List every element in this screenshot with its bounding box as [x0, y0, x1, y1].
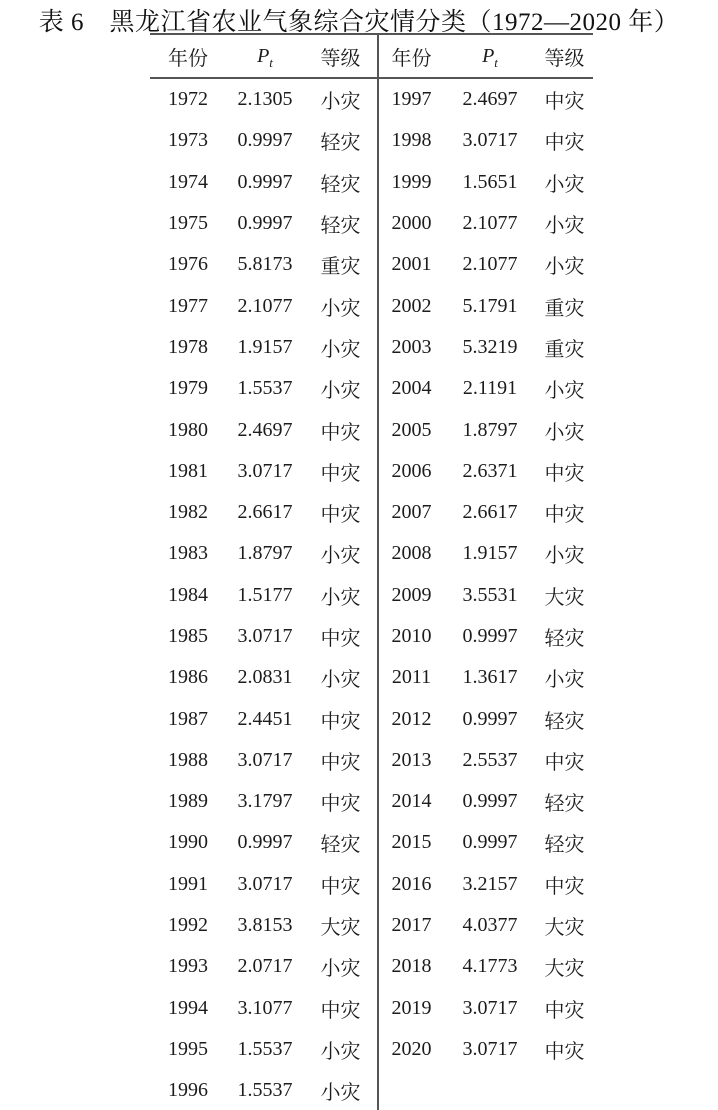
grade-cell-right: 小灾 — [544, 215, 585, 238]
grade-cell-right: 小灾 — [544, 421, 585, 444]
grade-cell-right: 小灾 — [544, 669, 585, 692]
year-cell-right: 2007 — [391, 501, 432, 524]
year-cell-left: 1981 — [168, 459, 208, 482]
pt-cell-left: 3.0717 — [237, 625, 293, 647]
pt-cell-right: 3.2157 — [462, 872, 518, 895]
header-pt-left — [226, 34, 304, 78]
table-row — [150, 864, 593, 905]
year-cell-right: 2008 — [391, 542, 432, 565]
year-cell-right: 2001 — [391, 253, 432, 276]
grade-cell-left: 小灾 — [304, 285, 378, 326]
year-cell-left: 1975 — [168, 212, 208, 235]
grade-cell-right: 小灾 — [544, 256, 585, 279]
pt-cell-left: 3.0717 — [237, 459, 293, 482]
year-cell-left: 1983 — [168, 542, 208, 565]
grade-cell-right: 轻灾 — [544, 710, 585, 733]
pt-cell-right: 3.0717 — [462, 129, 518, 152]
pt-cell-left: 2.1305 — [237, 88, 293, 111]
year-cell-left: 1976 — [168, 253, 208, 276]
table-row — [150, 409, 593, 450]
pt-cell-left: 2.4697 — [237, 418, 293, 441]
pt-cell-right: 5.3219 — [462, 335, 518, 358]
pt-symbol: P — [257, 44, 270, 67]
header-grade-left: 等级 — [304, 34, 378, 78]
table-row — [150, 988, 593, 1029]
pt-cell-right: 3.5531 — [462, 583, 518, 606]
pt-cell-right: 2.5537 — [462, 748, 518, 771]
grade-cell-right: 中灾 — [544, 91, 585, 114]
pt-cell-right: 2.1077 — [462, 253, 518, 276]
pt-cell-left: 0.9997 — [237, 831, 293, 854]
year-cell-right: 2016 — [391, 872, 432, 895]
grade-cell-right: 中灾 — [544, 1040, 585, 1063]
year-cell-right: 2002 — [391, 294, 432, 317]
pt-cell-left: 1.5537 — [237, 1079, 293, 1102]
year-cell-right: 1999 — [391, 170, 432, 193]
year-cell-left: 1980 — [168, 418, 208, 441]
grade-cell-left: 小灾 — [304, 1029, 378, 1070]
year-cell-left: 1986 — [168, 666, 208, 689]
grade-cell-left: 中灾 — [304, 698, 378, 739]
year-cell-right: 1997 — [391, 88, 432, 111]
table-row — [150, 740, 593, 781]
table-row — [150, 451, 593, 492]
header-year-left: 年份 — [150, 34, 226, 78]
year-cell-right: 2020 — [391, 1037, 432, 1060]
grade-cell-left: 小灾 — [304, 575, 378, 616]
pt-cell-right: 3.0717 — [462, 996, 518, 1019]
year-cell-right: 2006 — [391, 459, 432, 482]
year-cell-left: 1994 — [168, 996, 208, 1019]
table-row — [150, 327, 593, 368]
pt-cell-left: 3.0717 — [237, 748, 293, 771]
grade-cell-left: 中灾 — [304, 740, 378, 781]
table-row — [150, 203, 593, 244]
year-cell-left: 1991 — [168, 872, 208, 895]
year-cell-right: 1998 — [391, 129, 432, 152]
grade-cell-right: 重灾 — [544, 297, 585, 320]
grade-cell-right: 大灾 — [544, 586, 585, 609]
grade-cell-left: 中灾 — [304, 988, 378, 1029]
pt-cell-left: 2.4451 — [237, 707, 293, 730]
pt-cell-right — [444, 1070, 536, 1110]
grade-cell-right: 中灾 — [544, 462, 585, 485]
grade-cell-right: 轻灾 — [544, 834, 585, 857]
grade-cell-right — [536, 1070, 593, 1110]
year-cell-left: 1988 — [168, 748, 208, 771]
year-cell-left: 1977 — [168, 294, 208, 317]
grade-cell-left: 轻灾 — [304, 120, 378, 161]
table-row — [150, 1029, 593, 1070]
grade-cell-left: 小灾 — [304, 368, 378, 409]
year-cell-left: 1982 — [168, 501, 208, 524]
pt-cell-right: 1.9157 — [462, 542, 518, 565]
table-title: 表 6 黑龙江省农业气象综合灾情分类（1972—2020 年） — [38, 9, 680, 36]
header-grade-right: 等级 — [536, 34, 593, 78]
table-row — [150, 657, 593, 698]
grade-cell-left: 轻灾 — [304, 822, 378, 863]
grade-cell-left: 中灾 — [304, 409, 378, 450]
pt-cell-right: 3.0717 — [462, 1037, 518, 1060]
table-row — [150, 78, 593, 120]
table-row — [150, 575, 593, 616]
table-row — [150, 781, 593, 822]
table-row — [150, 946, 593, 987]
year-cell-left: 1972 — [168, 88, 208, 111]
pt-cell-left: 1.5537 — [237, 377, 293, 400]
table-row — [150, 285, 593, 326]
year-cell-right: 2004 — [391, 377, 432, 400]
pt-cell-left: 1.8797 — [237, 542, 293, 565]
year-cell-right: 2014 — [391, 790, 432, 813]
pt-cell-left: 5.8173 — [237, 253, 293, 276]
grade-cell-left: 小灾 — [304, 327, 378, 368]
pt-cell-left: 3.0717 — [237, 872, 293, 895]
pt-cell-right: 0.9997 — [462, 707, 518, 730]
pt-cell-left: 0.9997 — [237, 212, 293, 235]
pt-cell-right: 2.4697 — [462, 88, 518, 111]
header-year-right: 年份 — [378, 34, 444, 78]
grade-cell-right: 中灾 — [544, 504, 585, 527]
pt-cell-right: 5.1791 — [462, 294, 518, 317]
year-cell-right: 2000 — [391, 212, 432, 235]
pt-cell-right: 2.6371 — [462, 459, 518, 482]
table-row — [150, 492, 593, 533]
year-cell-right: 2015 — [391, 831, 432, 854]
grade-cell-right: 小灾 — [544, 545, 585, 568]
year-cell-left: 1979 — [168, 377, 208, 400]
table-row — [150, 120, 593, 161]
grade-cell-left: 大灾 — [304, 905, 378, 946]
pt-cell-right: 4.1773 — [462, 955, 518, 978]
grade-cell-left: 中灾 — [304, 492, 378, 533]
year-cell-left: 1987 — [168, 707, 208, 730]
grade-cell-left: 小灾 — [304, 78, 378, 120]
table-row — [150, 1070, 593, 1110]
grade-cell-left: 中灾 — [304, 616, 378, 657]
pt-cell-left: 0.9997 — [237, 170, 293, 193]
pt-cell-left: 1.9157 — [237, 335, 293, 358]
pt-cell-right: 0.9997 — [462, 831, 518, 854]
grade-cell-left: 小灾 — [304, 533, 378, 574]
grade-cell-left: 小灾 — [304, 657, 378, 698]
pt-cell-right: 0.9997 — [462, 790, 518, 813]
table-row — [150, 533, 593, 574]
year-cell-right: 2018 — [391, 955, 432, 978]
grade-cell-right: 轻灾 — [544, 793, 585, 816]
grade-cell-left: 小灾 — [304, 1070, 378, 1110]
grade-cell-right: 大灾 — [544, 917, 585, 940]
year-cell-left: 1989 — [168, 790, 208, 813]
year-cell-right: 2013 — [391, 748, 432, 771]
pt-subscript: t — [269, 54, 273, 70]
header-row — [150, 34, 593, 78]
grade-cell-right: 小灾 — [544, 380, 585, 403]
table-row — [150, 244, 593, 285]
pt-cell-left: 2.6617 — [237, 501, 293, 524]
table-row — [150, 822, 593, 863]
pt-cell-right: 1.5651 — [462, 170, 518, 193]
grade-cell-left: 轻灾 — [304, 162, 378, 203]
year-cell-right: 2005 — [391, 418, 432, 441]
grade-cell-left: 轻灾 — [304, 203, 378, 244]
pt-cell-right: 2.6617 — [462, 501, 518, 524]
grade-cell-right: 中灾 — [544, 999, 585, 1022]
grade-cell-right: 重灾 — [544, 338, 585, 361]
year-cell-left: 1990 — [168, 831, 208, 854]
grade-cell-left: 重灾 — [304, 244, 378, 285]
year-cell-left: 1995 — [168, 1037, 208, 1060]
table-row — [150, 905, 593, 946]
year-cell-right: 2012 — [391, 707, 432, 730]
year-cell-left: 1993 — [168, 955, 208, 978]
pt-cell-left: 2.0717 — [237, 955, 293, 978]
grade-cell-right: 中灾 — [544, 751, 585, 774]
grade-cell-right: 中灾 — [544, 132, 585, 155]
year-cell-right: 2003 — [391, 335, 432, 358]
pt-cell-right: 1.8797 — [462, 418, 518, 441]
grade-cell-right: 中灾 — [544, 875, 585, 898]
pt-cell-left: 3.1797 — [237, 790, 293, 813]
table-row — [150, 616, 593, 657]
year-cell-left: 1973 — [168, 129, 208, 152]
table-row — [150, 162, 593, 203]
grade-cell-left: 小灾 — [304, 946, 378, 987]
year-cell-right: 2009 — [391, 583, 432, 606]
year-cell-right: 2010 — [391, 625, 432, 647]
table-row — [150, 698, 593, 739]
pt-cell-left: 1.5537 — [237, 1037, 293, 1060]
year-cell-left: 1978 — [168, 335, 208, 358]
grade-cell-right: 轻灾 — [544, 628, 585, 650]
table-row — [150, 368, 593, 409]
year-cell-right: 2011 — [391, 666, 432, 689]
year-cell-left: 1974 — [168, 170, 208, 193]
pt-cell-right: 1.3617 — [462, 666, 518, 689]
pt-cell-left: 3.1077 — [237, 996, 293, 1019]
grade-cell-left: 中灾 — [304, 781, 378, 822]
year-cell-left: 1992 — [168, 914, 208, 937]
pt-cell-right: 2.1191 — [462, 377, 518, 400]
pt-cell-left: 3.8153 — [237, 914, 293, 937]
year-cell-right: 2017 — [391, 914, 432, 937]
pt-cell-right: 4.0377 — [462, 914, 518, 937]
pt-cell-left: 2.0831 — [237, 666, 293, 689]
pt-subscript: t — [494, 54, 498, 70]
grade-cell-left: 中灾 — [304, 451, 378, 492]
year-cell-left: 1985 — [168, 625, 208, 647]
pt-cell-left: 1.5177 — [237, 583, 293, 606]
year-cell-right: 2019 — [391, 996, 432, 1019]
header-pt-right — [444, 34, 536, 78]
table-body — [150, 78, 593, 1110]
grade-cell-right: 小灾 — [544, 173, 585, 196]
grade-cell-right: 大灾 — [544, 958, 585, 981]
pt-cell-right: 2.1077 — [462, 212, 518, 235]
year-cell-left: 1996 — [168, 1079, 208, 1102]
grade-cell-left: 中灾 — [304, 864, 378, 905]
disaster-classification-table — [150, 33, 593, 1110]
year-cell-right — [378, 1070, 444, 1110]
pt-cell-left: 2.1077 — [237, 294, 293, 317]
pt-symbol: P — [482, 44, 495, 67]
year-cell-left: 1984 — [168, 583, 208, 606]
pt-cell-left: 0.9997 — [237, 129, 293, 152]
table-header — [150, 34, 593, 78]
pt-cell-right: 0.9997 — [462, 625, 518, 647]
